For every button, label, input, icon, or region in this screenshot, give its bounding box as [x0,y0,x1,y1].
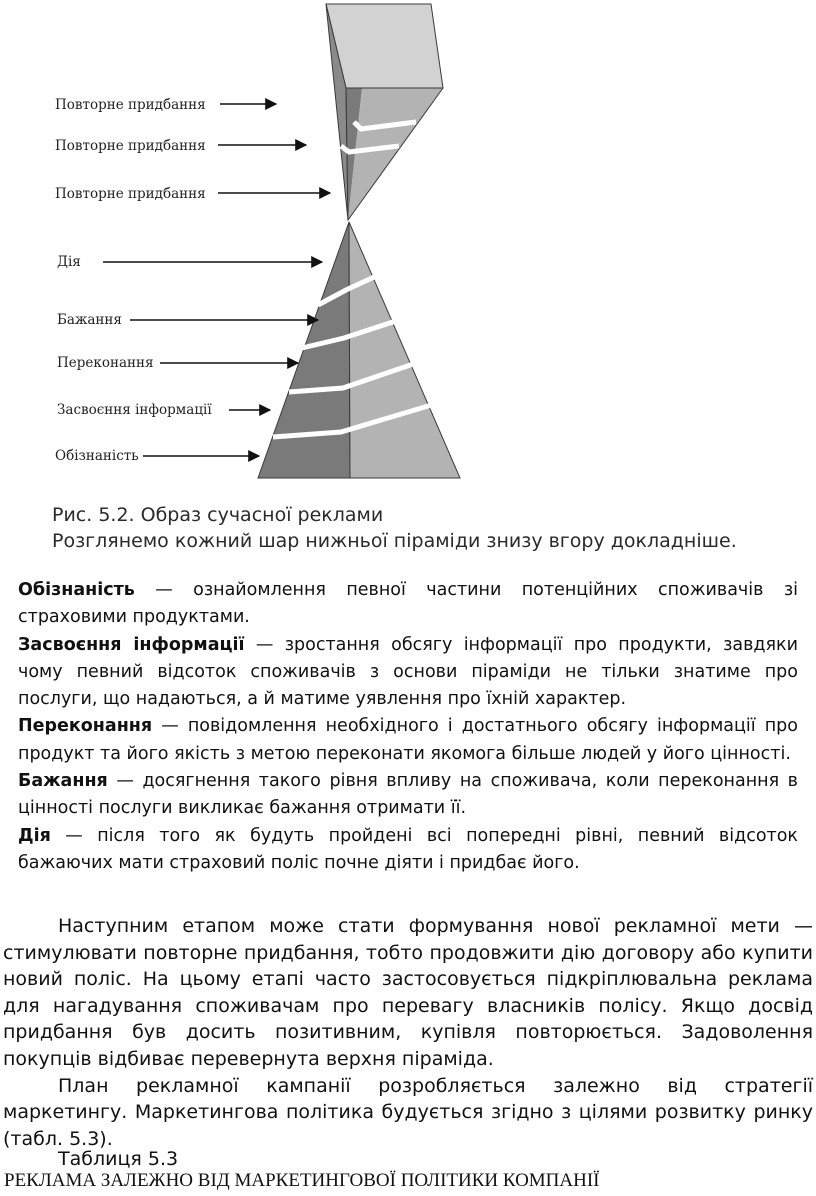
paragraph-campaign-plan: План рекламної кампанії розробляється залежно від стратегії маркетингу. Маркетингова політика будується згідно з цілями розвитку ринку (табл. 5.3). [3,1074,813,1150]
label-repeat-purchase-3: Повторне придбання [55,186,206,202]
definition-term: Обізнаність [18,580,135,600]
definition-term: Переконання [18,716,153,737]
label-awareness: Обізнаність [55,448,139,464]
table-number: Таблиця 5.3 [58,1148,179,1170]
pyramid-diagram [0,0,816,500]
paragraph-repeat-purchase: Наступним етапом може стати формування нової рекламної мети — стимулювати повторне придбання, тобто продовжити дію договору або купити новий поліс. На цьому етапі часто застосовується підкріплювальна реклама для нагадування споживачам про перевагу власників полісу. Якщо досвід придбання був досить позитивним, купівля повторюється. Задоволення покупців відбиває перевернута верхня піраміда. [3,915,813,1070]
definition-text: — ознайомлення певної частини потенційних споживачів зі страховими продуктами. [18,580,798,628]
definitions [18,577,798,877]
definition-text: — досягнення такого рівня впливу на споживача, коли переконання в цінності послуги викликає бажання отримати її. [18,771,798,819]
definition-term: Засвоєння інформації [18,634,245,655]
definition-awareness [18,577,798,632]
definition-text: — зростання обсягу інформації про продукти, завдяки чому певний відсоток споживачів з основи піраміди не тільки знатиме про послуги, що надаються, а й матиме уявлення про їхній характер. [18,634,798,710]
table-title: РЕКЛАМА ЗАЛЕЖНО ВІД МАРКЕТИНГОВОЇ ПОЛІТИКИ КОМПАНІЇ [4,1170,600,1191]
figure-caption: Рис. 5.2. Образ сучасної реклами [52,504,384,526]
definition-action [18,823,798,878]
definition-text: — після того як будуть пройдені всі попередні рівні, певний відсоток бажаючих мати страховий поліс почне діяти і придбає його. [18,825,798,873]
label-persuasion: Переконання [57,355,154,371]
definition-information [18,632,798,714]
inverted-pyramid-top [326,4,443,220]
pyramid-right-face [349,222,460,478]
definition-text: — повідомлення необхідного і достатнього обсягу інформації про продукт та його якість з метою переконати якомога більше людей у його цінності. [18,716,798,764]
label-action: Дія [57,254,81,270]
top-face [326,4,443,88]
label-repeat-purchase-1: Повторне придбання [55,97,206,113]
definition-desire [18,768,798,823]
body-text [3,913,813,1152]
definition-term: Дія [18,825,51,846]
label-information: Засвоєння інформації [57,402,212,418]
label-desire: Бажання [57,312,122,328]
pyramid-bottom [258,222,460,478]
label-repeat-purchase-2: Повторне придбання [55,138,206,154]
intro-line: Розглянемо кожний шар нижньої піраміди знизу вгору докладніше. [52,530,737,552]
definition-persuasion [18,713,798,768]
definition-term: Бажання [18,771,108,792]
